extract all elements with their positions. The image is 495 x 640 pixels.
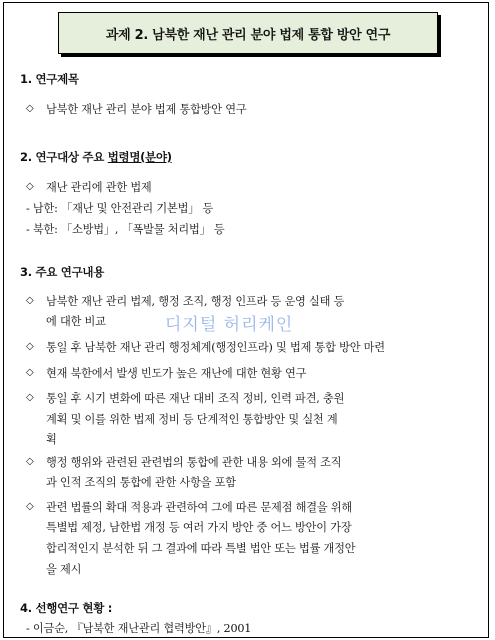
document-title: 과제 2. 남북한 재난 관리 분야 법제 통합 방안 연구: [58, 12, 438, 54]
diamond-bullet-icon: ◇: [26, 392, 34, 403]
diamond-bullet-icon: ◇: [26, 181, 34, 192]
section-2-subitem: - 남한: 「재난 및 안전관리 기본법」 등: [26, 202, 214, 215]
section-3-item-line: 계획 및 이를 위한 법제 정비 등 단계적인 통합방안 및 실천 계: [46, 413, 338, 426]
section-3-item-line: 특별법 제정, 남한법 개정 등 여러 가지 방안 중 어느 방안이 가장: [46, 521, 352, 534]
section-3-item-line: 합리적인지 분석한 뒤 그 결과에 따라 특별 법안 또는 법률 개정안: [46, 542, 356, 555]
section-3-item-line: 관련 법률의 확대 적용과 관련하여 그에 따른 문제점 해결을 위해: [46, 501, 352, 514]
diamond-bullet-icon: ◇: [26, 295, 34, 306]
section-4-heading-label: 4. 선행연구 현황: [20, 601, 105, 615]
section-2-item: 재난 관리에 관한 법제: [46, 181, 152, 194]
section-1-item: 남북한 재난 관리 분야 법제 통합방안 연구: [46, 103, 247, 116]
section-3-item-line: 과 인적 조직의 통합에 관한 사항을 포함: [46, 476, 236, 489]
section-1-heading: 1. 연구제목: [20, 72, 79, 86]
section-4-item: - 이금순, 『남북한 재난관리 협력방안』, 2001: [26, 622, 252, 635]
section-4-heading-colon: :: [104, 601, 113, 615]
section-2-heading-underlined: 법령명(분야): [107, 150, 172, 164]
diamond-bullet-icon: ◇: [26, 367, 34, 378]
watermark-text: 디지털 허리케인: [165, 315, 294, 335]
section-3-item-line: 행정 행위와 관련된 관련법의 통합에 관한 내용 외에 물적 조직: [46, 456, 342, 469]
diamond-bullet-icon: ◇: [26, 456, 34, 467]
section-3-item-line: 현재 북한에서 발생 빈도가 높은 재난에 대한 현황 연구: [46, 367, 307, 380]
section-2-heading-prefix: 2. 연구대상 주요: [20, 150, 108, 164]
section-3-item-line: 통일 후 시기 변화에 따른 재난 대비 조직 정비, 인력 파견, 충원: [46, 392, 345, 405]
section-3-item-line: 에 대한 비교: [46, 315, 106, 328]
section-3-item-line: 획: [46, 433, 57, 446]
section-3-item-line: 을 제시: [46, 563, 82, 576]
section-2-heading: [20, 149, 172, 165]
diamond-bullet-icon: ◇: [26, 341, 34, 352]
diamond-bullet-icon: ◇: [26, 501, 34, 512]
section-4-heading: [20, 600, 112, 616]
diamond-bullet-icon: ◇: [26, 103, 34, 114]
section-2-subitem: - 북한: 「소방법」, 「폭발물 처리법」 등: [26, 223, 225, 236]
section-3-heading: 3. 주요 연구내용: [20, 265, 105, 279]
section-3-item-line: 통일 후 남북한 재난 관리 행정체계(행정인프라) 및 법제 통합 방안 마련: [46, 341, 385, 354]
section-3-item-line: 남북한 재난 관리 법제, 행정 조직, 행정 인프라 등 운영 실태 등: [46, 295, 345, 308]
